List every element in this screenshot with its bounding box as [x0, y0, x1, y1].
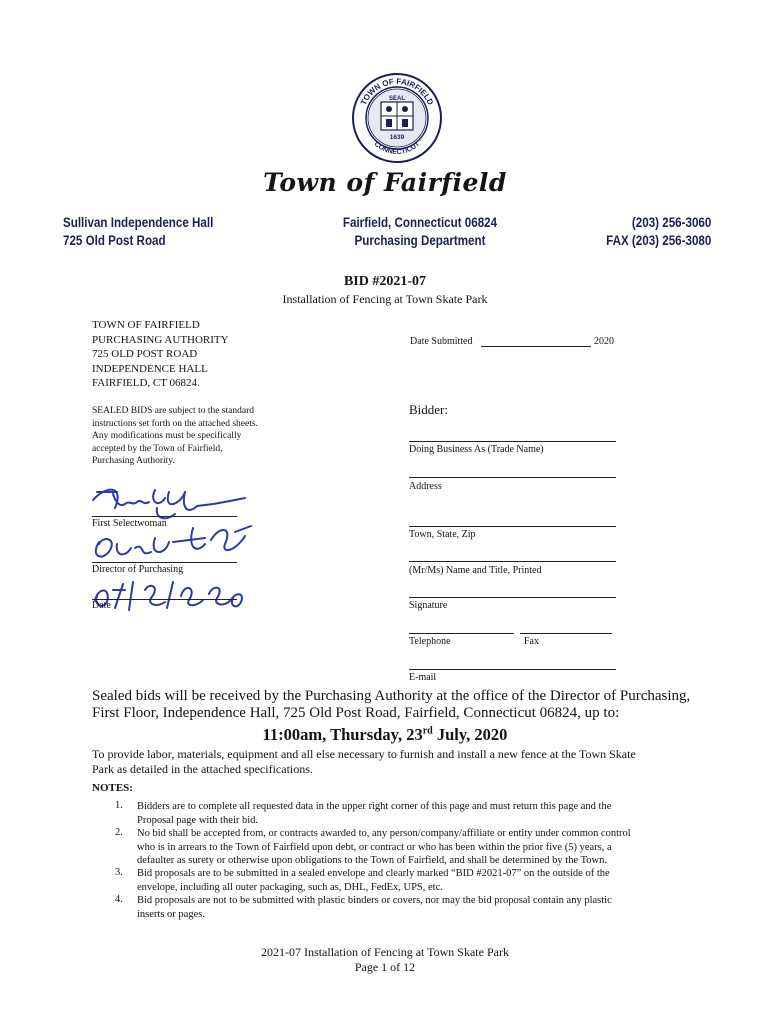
- note-text: No bid shall be accepted from, or contracts awarded to, any person/company/affiliate or entity under common control: [137, 828, 631, 839]
- authority-address: [92, 318, 229, 391]
- dba-line[interactable]: [409, 477, 616, 478]
- bidder-line[interactable]: [409, 441, 616, 442]
- handwritten-signatures: [85, 478, 265, 618]
- date-line: [92, 599, 237, 600]
- note-text: envelope, including all outer packaging, such as, DHL, FedEx, UPS, etc.: [137, 881, 443, 893]
- note-line: SEALED BIDS are subject to the standard: [92, 406, 254, 416]
- note-number: 3.: [115, 867, 123, 878]
- notes-heading: NOTES:: [92, 782, 133, 794]
- seal-top-text: TOWN OF FAIRFIELD: [358, 76, 436, 107]
- deadline: [0, 725, 770, 745]
- note-number: 2.: [115, 827, 123, 838]
- header-center: [325, 214, 514, 250]
- note-text: defaulter as surety or otherwise upon obligations to the Town of Fairfield, and shall be determined by the Town.: [137, 855, 607, 866]
- note-text: Bid proposals are to be submitted in a sealed envelope and clearly marked “BID #2021-07” on the outside of the: [137, 868, 610, 879]
- header-left: [63, 214, 213, 250]
- header-right-line1: (203) 256-3060: [631, 215, 711, 230]
- seal-year: 1639: [389, 134, 405, 141]
- deadline-end: July, 2020: [432, 725, 508, 744]
- note-number: 4.: [115, 894, 123, 905]
- sealed-bids-paragraph: [92, 688, 732, 722]
- note-text: Bidders are to complete all requested data in the upper right corner of this page and must return this page and the: [137, 801, 612, 812]
- bidder-label: Bidder:: [409, 402, 448, 417]
- para-line: Sealed bids will be received by the Purchasing Authority at the office of the Director of Purchasing,: [92, 688, 691, 704]
- address-line: INDEPENDENCE HALL: [92, 362, 208, 375]
- address-line: TOWN OF FAIRFIELD: [92, 319, 200, 331]
- para-line: Park as detailed in the attached specifications.: [92, 762, 313, 776]
- header-left-line1: Sullivan Independence Hall: [63, 215, 214, 230]
- note-line: Purchasing Authority.: [92, 456, 175, 466]
- seal-center-text: SEAL: [388, 96, 406, 102]
- deadline-main: 11:00am, Thursday, 23: [262, 725, 423, 744]
- name-title-label: (Mr/Ms) Name and Title, Printed: [409, 565, 542, 576]
- note-4: [137, 894, 737, 921]
- first-selectwoman-line: [92, 516, 237, 517]
- seal-bottom-text: CONNECTICUT: [372, 140, 422, 157]
- para-line: First Floor, Independence Hall, 725 Old Post Road, Fairfield, Connecticut 06824, up to:: [92, 705, 620, 721]
- dba-label: Doing Business As (Trade Name): [409, 444, 544, 455]
- deadline-sup: rd: [422, 725, 433, 737]
- town-label: Town, State, Zip: [409, 529, 476, 540]
- fax-line[interactable]: [520, 633, 612, 634]
- para-line: To provide labor, materials, equipment and all else necessary to furnish and install a new fence at the Town Skate: [92, 747, 636, 761]
- bid-number: BID #2021-07: [343, 274, 427, 289]
- email-line[interactable]: [409, 669, 616, 670]
- address-line: FAIRFIELD, CT 06824.: [92, 377, 200, 389]
- note-3: [137, 867, 737, 894]
- note-1: [137, 800, 737, 827]
- provide-paragraph: [92, 747, 742, 777]
- note-text: inserts or pages.: [137, 908, 205, 920]
- sealed-note: [92, 405, 258, 468]
- name-title-line[interactable]: [409, 597, 616, 598]
- director-label: Director of Purchasing: [92, 564, 184, 575]
- note-line: Any modifications must be specifically: [92, 431, 242, 441]
- town-title: Town of Fairfield: [263, 168, 507, 197]
- note-text: Proposal page with their bid.: [137, 814, 259, 826]
- header-right: [606, 214, 711, 250]
- date-submitted-line[interactable]: [481, 346, 591, 347]
- town-seal: [351, 72, 443, 164]
- note-text: Bid proposals are not to be submitted with plastic binders or covers, nor may the bid proposal contain any plastic: [137, 895, 612, 906]
- email-label: E-mail: [409, 672, 437, 683]
- note-number: 1.: [115, 800, 123, 811]
- date-submitted-label: Date Submitted: [410, 336, 473, 347]
- bid-subtitle: Installation of Fencing at Town Skate Park: [282, 292, 488, 306]
- header-left-line2: 725 Old Post Road: [63, 233, 166, 248]
- address-line-input[interactable]: [409, 526, 616, 527]
- address-label: Address: [409, 481, 442, 492]
- town-line[interactable]: [409, 561, 616, 562]
- address-line: 725 OLD POST ROAD: [92, 348, 198, 360]
- header-center-line1: Fairfield, Connecticut 06824: [342, 215, 498, 230]
- note-line: accepted by the Town of Fairfield,: [92, 443, 223, 454]
- header-right-line2: FAX (203) 256-3080: [605, 233, 711, 248]
- signature-label: Signature: [409, 600, 448, 611]
- fax-label: Fax: [524, 636, 539, 647]
- note-line: instructions set forth on the attached sheets.: [92, 418, 258, 429]
- header-center-line2: Purchasing Department: [354, 233, 486, 248]
- address-line: PURCHASING AUTHORITY: [92, 333, 229, 346]
- page-number: Page 1 of 12: [354, 960, 416, 974]
- note-text: who is in arrears to the Town of Fairfield upon debt, or contract or who has been within the prior five (5) years, a: [137, 841, 612, 853]
- footer-title: 2021-07 Installation of Fencing at Town Skate Park: [261, 945, 509, 959]
- telephone-line[interactable]: [409, 633, 514, 634]
- date-label: Date: [92, 600, 111, 611]
- date-submitted-year: 2020: [594, 336, 614, 347]
- note-2: [137, 827, 737, 868]
- first-selectwoman-label: First Selectwoman: [92, 518, 167, 529]
- director-line: [92, 562, 237, 563]
- telephone-label: Telephone: [409, 636, 451, 647]
